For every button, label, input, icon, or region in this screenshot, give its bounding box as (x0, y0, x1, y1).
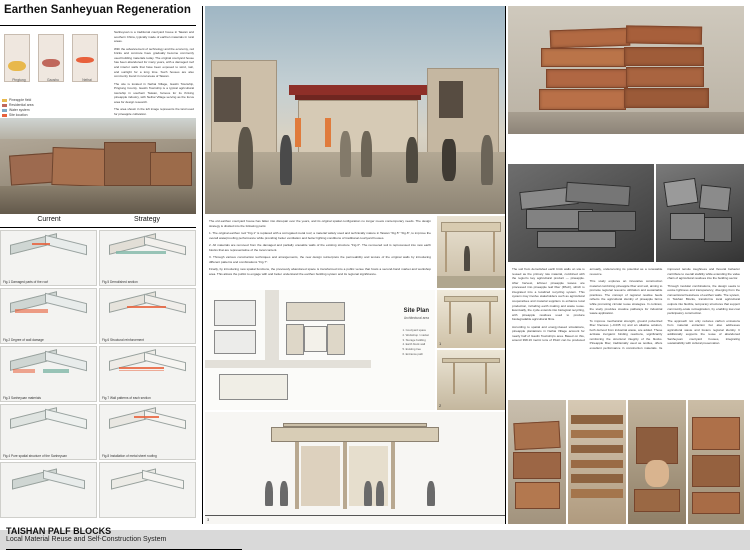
introduction-block (0, 28, 196, 116)
rubble-mass (9, 152, 57, 185)
figure-caption: Fig.2 Degree of wall damage (3, 338, 44, 342)
section-figure (364, 481, 372, 506)
taiwan-map-2 (38, 34, 64, 82)
site-road (205, 360, 371, 368)
interior-render-1 (437, 216, 505, 288)
earth-block (515, 482, 560, 509)
view-number-2: 2 (439, 403, 442, 408)
intro-paragraph: The area shown in the left image represents the land used for pineapple cultivation. (114, 107, 194, 116)
earth-block (636, 427, 678, 464)
render-figure (238, 127, 253, 189)
figure (467, 313, 472, 333)
intro-paragraph: Sanheyuan is a traditional courtyard house in Taiwan and southern China, typically made of earthen materials in rural areas. (114, 30, 194, 44)
axonometric-drawing (7, 409, 91, 444)
comparison-headers (0, 216, 196, 228)
axonometric-drawing (7, 467, 91, 502)
figure-caption: Fig.3 Sanheyuan materials (3, 396, 41, 400)
section-earth-wall (301, 446, 340, 506)
material-photo-bw-large (508, 164, 654, 262)
legend-entry: 2. Workshop / market (402, 332, 429, 337)
earth-block (624, 47, 704, 66)
figure-caption: Fig.1 Damaged parts of the roof (3, 280, 49, 284)
body-paragraph: Through modular combinations, the design seeks to evoke lightness and transparency, diverging from the conventional heaviness of earthen walls. The system, in Taishan Blocks, transforms local agricultural outputs into flexible, temporary structures that support community-scale reimagination, by enabling low-cost participatory construction. (667, 283, 740, 316)
legend-swatch (2, 99, 7, 102)
column (453, 363, 455, 394)
wall-layer (571, 474, 622, 483)
body-paragraph: The approach not only reduces carbon emissions from material extraction but also addresses agricultural waste and fosters regional identity. It additionally supports the reuse of abandoned Sanheyuan courtyard houses, integrating sustainability with cultural preservation. (667, 318, 740, 346)
earth-block (634, 489, 680, 511)
map-highlight (42, 59, 60, 67)
intro-paragraph: The site is located in Neihai Village, Gaolin Township, Pingtung County. Gaolin Township is a typical agricultural township in southern Taiwan, famous for its thriving pineapple industry, with Neihai Village serving as the focus area for design research. (114, 81, 194, 104)
map-caption-2: Gaoshu (47, 78, 59, 82)
floor (437, 276, 505, 288)
map-highlight (76, 57, 94, 63)
process-photo-3 (628, 400, 686, 524)
section-figure (376, 481, 384, 506)
render-figure (406, 137, 418, 183)
board-title-block (0, 0, 196, 26)
render-window (439, 81, 463, 118)
legend-entry: 1. Courtyard space (402, 328, 427, 332)
axonometric-drawing (106, 467, 190, 502)
column-header-strategy: Strategy (133, 216, 161, 223)
fiber-fragment (663, 178, 698, 208)
column (449, 302, 451, 334)
render-scooter-rider (442, 139, 456, 181)
earth-block (546, 69, 629, 88)
site-building-wing (327, 324, 345, 355)
legend-label: Water system (9, 108, 30, 112)
right-description-text (508, 264, 744, 398)
figure-caption: Fig.5 Demolished section (102, 280, 138, 284)
legend-entry: 5. Existing tree (402, 347, 421, 351)
render-bollard (295, 118, 301, 147)
wall-layer (571, 430, 622, 439)
location-map-group (2, 30, 110, 94)
column (485, 363, 487, 394)
figure-caption: Fig.6 Structural reinforcement (102, 338, 144, 342)
block-pile (578, 211, 636, 231)
diagram-cell (99, 346, 196, 402)
building-section-drawing (205, 412, 505, 524)
diagram-cell (99, 404, 196, 460)
right-title-block (6, 524, 242, 550)
legend-swatch (2, 109, 7, 112)
interior-render-3 (437, 350, 505, 410)
figure (464, 246, 469, 270)
body-paragraph: According to spatial and energy-based simulations, pineapple plantations in Neihai Village account for nearly half of Gaolin Township's area. Based on this, around 398.16 metric tons of PALF can be produced annually, underscoring its potential as a renewable resource. (512, 267, 663, 343)
render-center-wall (298, 100, 418, 154)
site-open-area (219, 374, 288, 400)
legend-entry: 4. Earth block wall (402, 342, 426, 347)
legend-entry: 3. Storage building (402, 337, 426, 342)
axonometric-drawing (106, 293, 190, 328)
map-caption-1: Pingtung (12, 78, 26, 82)
page-title: Earthen Sanheyuan Regeneration (4, 4, 192, 16)
render-figure (481, 135, 493, 185)
analysis-diagram-grid (0, 230, 196, 518)
rubble-mass (51, 147, 110, 187)
process-photo-1 (508, 400, 566, 524)
site-road (265, 290, 279, 362)
intro-paragraph: With the advancement of technology and the economy, red bricks and concrete have gradually become commonly used building materials today. The original courtyard house has been abandoned for many years, with a damaged roof and interior walls that have been exposed to wind, rain, and sunlight for a long time. Such houses are also commonly found in rural areas of Taiwan. (114, 46, 194, 79)
section-roof (271, 427, 439, 443)
wall-layer (571, 489, 622, 498)
site-plan-subtitle: Architectural area (404, 316, 429, 320)
render-red-roof (289, 85, 427, 95)
column (445, 232, 447, 272)
diagram-cell (0, 462, 97, 518)
map-legend (2, 98, 112, 118)
legend-item (2, 108, 112, 112)
view-number-1: 1 (439, 341, 442, 346)
render-window (214, 77, 241, 123)
taiwan-map-3 (72, 34, 98, 82)
legend-label: Site location (9, 113, 28, 117)
rubble-ground (0, 186, 196, 214)
legend-swatch (2, 114, 7, 117)
left-column (3, 4, 202, 524)
map-caption-3: Neihai (82, 78, 92, 82)
site-courtyard (304, 326, 327, 352)
site-plan-legend (402, 328, 429, 357)
section-column (343, 442, 347, 509)
body-paragraph: 1. The original earthen roof "Fig.1" is replaced with a corrugated metal roof, a material widely used and technically mature in Taiwan "Fig.5" "Fig.8", to improve the overall waterproofing performance while providing better ventilation and better lighting conditions of traditional courtyard houses. (209, 231, 431, 240)
earth-block (624, 88, 709, 108)
diagram-cell (0, 230, 97, 286)
render-figure (340, 131, 351, 177)
fiber-fragment (699, 184, 731, 211)
body-paragraph: To improve mechanical strength, ground pulverized fiber fineness (~0.035 m) and an alkaline solution, both derived from industrial waste, are added. These activate inorganic binding reactions, significantly reinforcing the structural integrity of the blocks. Pineapple fiber, traditionally used as textiles, offers excellent performance in construction materials. Its improved tensile toughness and flexural behavior contribute to overall stability while extending the value chain of agricultural residues into the building sector. (589, 267, 740, 350)
site-building (214, 330, 255, 354)
diagram-cell (0, 288, 97, 344)
earth-block (692, 417, 739, 449)
view-number-3: 3 (207, 517, 210, 522)
earth-block (626, 67, 704, 86)
block-pile (537, 231, 616, 249)
legend-label: Residential area (9, 103, 34, 107)
brick-stack-photo (508, 6, 744, 134)
hand (645, 460, 668, 487)
column-divider (505, 6, 506, 524)
photo-sky (0, 118, 196, 139)
axonometric-drawing (7, 293, 91, 328)
earth-block (513, 421, 561, 451)
legend-swatch (2, 104, 7, 107)
section-figure (265, 481, 273, 506)
body-paragraph: Finally, by introducing new spatial functions, the previously abandoned space is transformed into a public venue that hosts a second-hand market and workshop area. This allows the public to engage with and better understand the earthen building system and its regional significance. (209, 267, 431, 277)
earth-block (513, 452, 562, 479)
legend-item (2, 113, 112, 117)
render-figure (361, 131, 372, 177)
diagram-cell (99, 230, 196, 286)
render-figure (280, 135, 292, 185)
figure-caption: Fig.8 Installation of metal sheet roofing (102, 454, 157, 458)
section-figure (280, 481, 288, 506)
map-highlight (8, 61, 26, 71)
body-paragraph: The old earthen courtyard house has fallen into disrepair over the years, and its original spatial configuration no longer meets contemporary needs. The design strategy is divided into the following parts: (209, 219, 431, 228)
column-divider (202, 6, 203, 524)
main-perspective-render (205, 6, 505, 214)
figure-caption: Fig.4 Pure spatial structure of the Sanheyuan (3, 454, 67, 458)
legend-entry: 6. Entrance path (402, 351, 423, 356)
site-building (214, 300, 255, 326)
axonometric-drawing (7, 235, 91, 270)
site-building-wing (286, 324, 304, 355)
legend-item (2, 103, 112, 107)
block-pile (566, 181, 631, 205)
rubble-mass (150, 152, 192, 186)
earth-block (692, 492, 739, 514)
earth-block (541, 48, 626, 67)
canopy-structure (441, 222, 501, 232)
earth-block (550, 28, 631, 49)
earth-block (539, 89, 626, 109)
render-bollard (325, 118, 331, 147)
earth-block (626, 26, 702, 45)
earth-block (692, 455, 739, 487)
interior-render-2 (437, 290, 505, 348)
beam (442, 358, 499, 363)
section-subtitle: Local Material Reuse and Self-Construction System (6, 536, 167, 543)
body-paragraph: The soil from demolished earth brick walls on site is reused as the primary raw material, combined with the region's key agricultural product — pineapple. After harvest, leftover pineapple leaves are processed into pineapple leaf fiber (PALF), which is integrated into a localized recycling system. This system may involve stakeholders such as agricultural cooperatives and material suppliers to enhance local production, including earth making and waste reuse. Eventually, the cycle extends into biological recycling, with pineapple residues used to produce biodegradable agricultural films. (512, 267, 585, 322)
site-ruin-photo (0, 118, 196, 214)
diagram-cell (0, 404, 97, 460)
column-header-current: Current (37, 216, 61, 223)
legend-item (2, 98, 112, 102)
column (489, 302, 491, 334)
figure-caption: Fig.7 Wall patterns of each section (102, 396, 151, 400)
section-title: TAISHAN PALF BLOCKS (6, 526, 112, 536)
body-paragraph: This study explores an innovative construction material combining pineapple fiber and soil, aiming to promote regional resource utilization and sustainable practices. The concept of regional residue feeds reflects the agricultural identity of pineapple farms while promoting circular reuse strategies. In contrast, the study provides creative pathways for industrial waste application. (589, 279, 663, 316)
process-photo-2 (568, 400, 626, 524)
site-building-main (286, 302, 346, 321)
introduction-text (114, 30, 194, 120)
column (493, 232, 495, 272)
material-photo-bw-small (656, 164, 744, 262)
body-paragraph: 2. All materials are removed from the damaged and partially unusable walls of the existing structure "Fig.3". The recovered soil is reprocessed into new earth blocks that are representative of the local content. (209, 243, 431, 252)
body-paragraph: 3. Through various construction techniques and arrangements, the new design reinterprets the permeability and texture of the original walls by introducing different patterns and combinations "Fig.7". (209, 255, 431, 264)
wall-layer (571, 415, 622, 424)
site-plan-title: Site Plan (403, 308, 429, 314)
diagram-cell (99, 462, 196, 518)
diagram-cell (0, 346, 97, 402)
axonometric-drawing (106, 409, 190, 444)
axonometric-drawing (106, 351, 190, 386)
wall-layer (571, 460, 622, 469)
legend-label: Pineapple field (9, 98, 32, 102)
site-plan-drawing (205, 290, 435, 410)
diagram-cell (99, 288, 196, 344)
photo-floor (508, 112, 744, 134)
center-description-text (205, 216, 435, 288)
axonometric-drawing (106, 235, 190, 270)
axonometric-drawing (7, 351, 91, 386)
fiber-fragment (704, 217, 732, 242)
section-figure (427, 481, 435, 506)
wall-layer (571, 445, 622, 454)
fiber-fragment (670, 213, 705, 240)
section-ground-line (205, 515, 505, 516)
section-column (391, 442, 395, 509)
section-column (295, 442, 299, 509)
process-photo-4 (688, 400, 744, 524)
rubble-mass (104, 142, 156, 186)
taiwan-map-1 (4, 34, 30, 82)
